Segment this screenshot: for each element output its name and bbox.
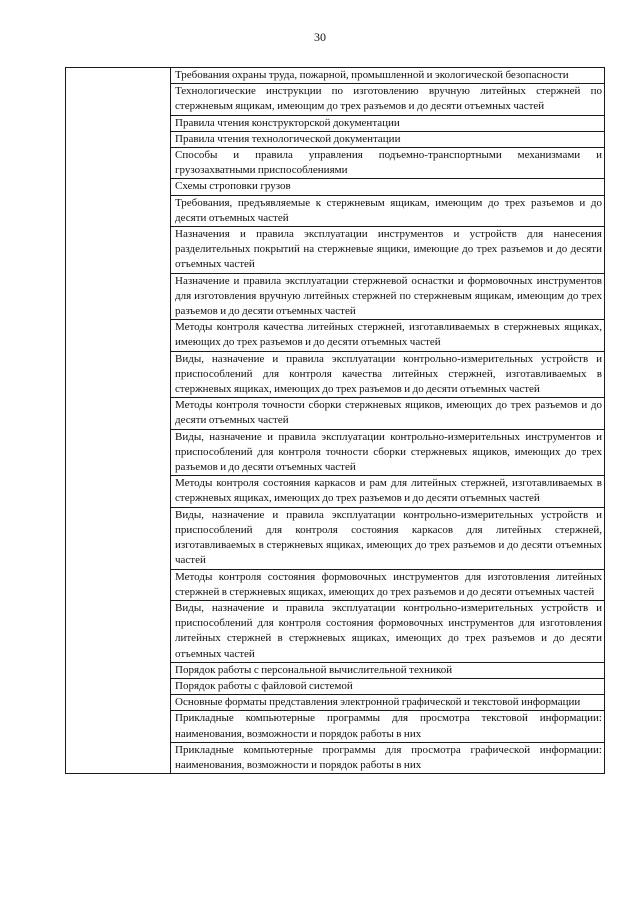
requirement-item: Порядок работы с персональной вычислительной техникой — [171, 663, 604, 679]
requirement-item: Порядок работы с файловой системой — [171, 679, 604, 695]
knowledge-table — [65, 67, 605, 774]
requirement-item: Способы и правила управления подъемно-транспортными механизмами и грузозахватными приспособлениями — [171, 148, 604, 179]
requirement-item: Виды, назначение и правила эксплуатации контрольно-измерительных устройств и приспособлений для контроля состояния формовочных инструментов для изготовления литейных стержней в стержневых ящиках, имеющих до трех разъемов и до десяти отъемных частей — [171, 601, 604, 663]
requirement-item: Основные форматы представления электронной графической и текстовой информации — [171, 695, 604, 711]
requirement-item: Методы контроля состояния каркасов и рам для литейных стержней, изготавливаемых в стержневых ящиках, имеющих до трех разъемов и до десяти отъемных частей — [171, 476, 604, 507]
requirement-item: Правила чтения конструкторской документации — [171, 116, 604, 132]
requirement-item: Методы контроля точности сборки стержневых ящиков, имеющих до трех разъемов и до десяти отъемных частей — [171, 398, 604, 429]
requirement-item: Виды, назначение и правила эксплуатации контрольно-измерительных устройств и приспособлений для контроля качества литейных стержней, изготавливаемых в стержневых ящиках, имеющих до трех разъемов и до десяти отъемных частей — [171, 352, 604, 399]
left-cell — [66, 68, 171, 774]
requirement-item: Методы контроля качества литейных стержней, изготавливаемых в стержневых ящиках, имеющих до трех разъемов и до десяти отъемных частей — [171, 320, 604, 351]
right-cell — [171, 68, 605, 774]
table-row — [66, 68, 605, 774]
requirement-item: Требования охраны труда, пожарной, промышленной и экологической безопасности — [171, 68, 604, 84]
requirement-item: Виды, назначение и правила эксплуатации контрольно-измерительных устройств и приспособлений для контроля состояния каркасов для литейных стержней, изготавливаемых в стержневых ящиках, имеющих до трех разъемов и до десяти отъемных частей — [171, 508, 604, 570]
requirement-item: Виды, назначение и правила эксплуатации контрольно-измерительных инструментов и приспособлений для контроля точности сборки стержневых ящиков, имеющих до трех разъемов и до десяти отъемных частей — [171, 430, 604, 477]
requirement-item: Прикладные компьютерные программы для просмотра текстовой информации: наименования, возможности и порядок работы в них — [171, 711, 604, 742]
requirement-item: Методы контроля состояния формовочных инструментов для изготовления литейных стержней в стержневых ящиках, имеющих до трех разъемов и до десяти отъемных частей — [171, 570, 604, 601]
requirement-item: Правила чтения технологической документации — [171, 132, 604, 148]
requirement-item: Технологические инструкции по изготовлению вручную литейных стержней по стержневым ящикам, имеющим до трех разъемов и до десяти отъемных частей — [171, 84, 604, 115]
requirement-item: Назначения и правила эксплуатации инструментов и устройств для нанесения разделительных покрытий на стержневые ящики, имеющие до трех разъемов и до десяти отъемных частей — [171, 227, 604, 274]
requirement-item: Требования, предъявляемые к стержневым ящикам, имеющим до трех разъемов и до десяти отъемных частей — [171, 196, 604, 227]
page-number: 30 — [314, 30, 326, 44]
requirement-item: Схемы строповки грузов — [171, 179, 604, 195]
requirement-item: Назначение и правила эксплуатации стержневой оснастки и формовочных инструментов для изготовления вручную литейных стержней по стержневым ящикам, имеющим до трех разъемов и до десяти отъемных частей — [171, 274, 604, 321]
requirement-item: Прикладные компьютерные программы для просмотра графической информации: наименования, возможности и порядок работы в них — [175, 743, 602, 771]
